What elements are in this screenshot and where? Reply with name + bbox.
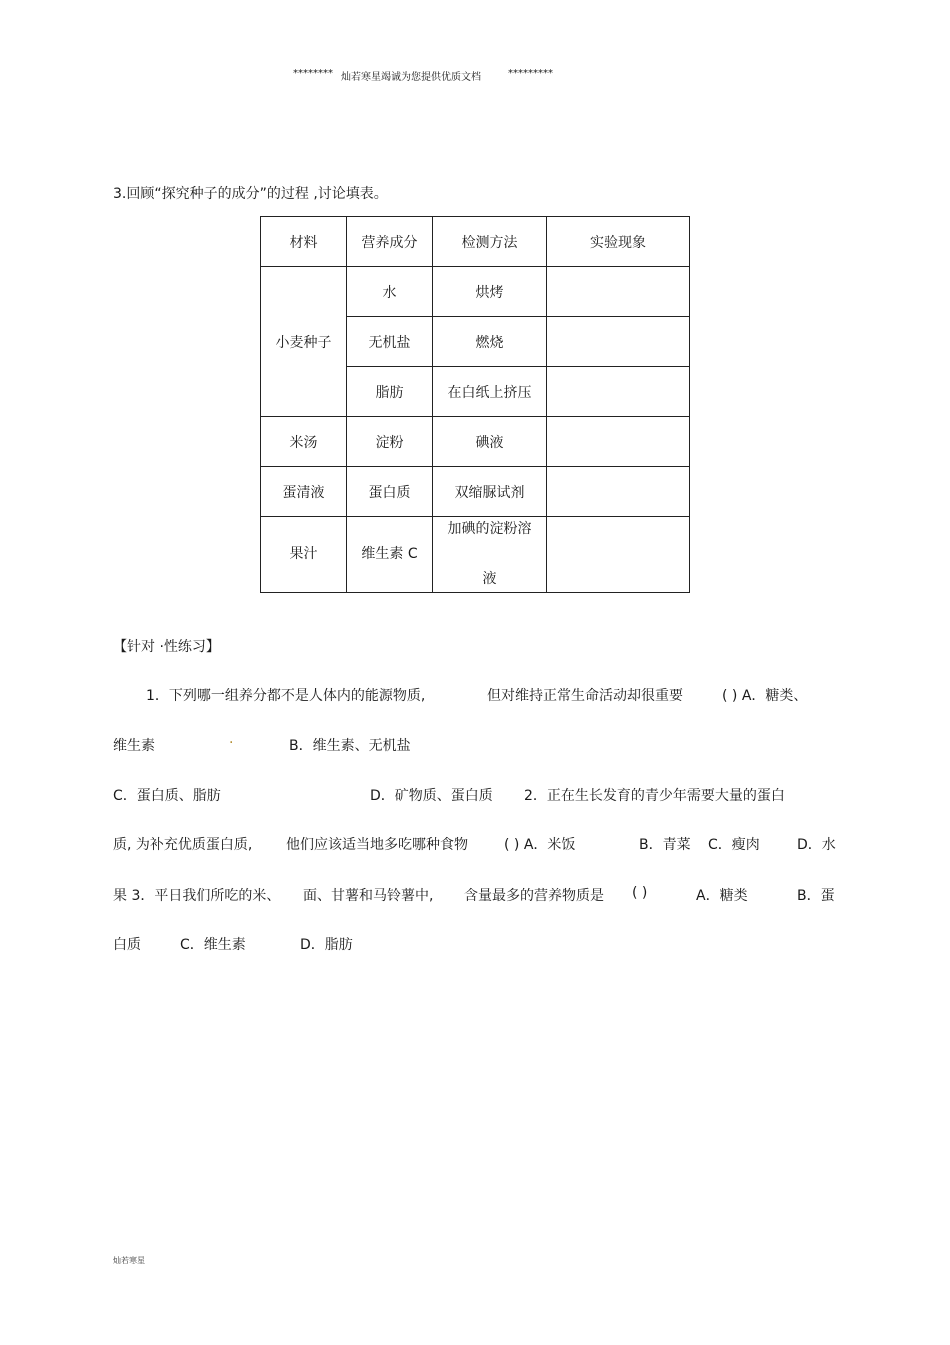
question-2-text: 他们应该适当地多吃哪种食物: [286, 837, 468, 853]
table-row: [261, 267, 690, 317]
header-cell: 实验现象: [547, 217, 690, 267]
result-cell[interactable]: [547, 317, 690, 367]
table-row: [261, 417, 690, 467]
result-cell[interactable]: [547, 367, 690, 417]
answer-bracket: ( ): [632, 885, 648, 901]
method-cell: 燃烧: [433, 317, 547, 367]
question-1-option-b: B．维生素、无机盐: [289, 738, 411, 754]
method-line: 液: [482, 571, 497, 587]
question-3-option-a: A．糖类: [696, 888, 748, 904]
nutrient-cell: 水: [347, 267, 433, 317]
seed-composition-table: [260, 216, 690, 593]
nutrient-cell: 维生素 C: [347, 517, 433, 593]
question-3-option-b: 白质: [113, 937, 141, 953]
method-line: 加碘的淀粉溶: [447, 521, 532, 537]
method-cell: 烘烤: [433, 267, 547, 317]
header-text: 灿若寒星竭诚为您提供优质文档: [341, 72, 481, 83]
material-cell: 小麦种子: [261, 267, 347, 417]
question-3-text: 含量最多的营养物质是: [464, 888, 604, 904]
material-cell: 蛋清液: [261, 467, 347, 517]
method-cell: 在白纸上挤压: [433, 367, 547, 417]
question-2-text: 2．正在生长发育的青少年需要大量的蛋白: [524, 788, 785, 804]
practice-title: 【针对 ·性练习】: [113, 639, 220, 655]
question-2-option-a: ( ) A．米饭: [504, 837, 576, 853]
material-cell: 米汤: [261, 417, 347, 467]
question-3-option-d: D．脂肪: [300, 937, 353, 953]
question-1-option-a: ( ) A．糖类、: [722, 688, 808, 704]
result-cell[interactable]: [547, 517, 690, 593]
result-cell[interactable]: [547, 417, 690, 467]
page-footer: 灿若寒星: [113, 1256, 145, 1265]
question-1-option-d: D．矿物质、蛋白质: [370, 788, 493, 804]
question-1-text: 维生素: [113, 738, 155, 754]
question-2-option-b: B．青菜: [639, 837, 691, 853]
nutrient-cell: 蛋白质: [347, 467, 433, 517]
table-header-row: [261, 217, 690, 267]
header-cell: 检测方法: [433, 217, 547, 267]
nutrient-cell: 无机盐: [347, 317, 433, 367]
result-cell[interactable]: [547, 467, 690, 517]
header-cell: 材料: [261, 217, 347, 267]
method-cell: [433, 517, 547, 593]
question-2-option-c: C．瘦肉: [708, 837, 760, 853]
question-3: 3.回顾“探究种子的成分”的过程 ,讨论填表。: [113, 186, 388, 202]
question-1-text: 但对维持正常生命活动却很重要: [487, 688, 683, 704]
question-2-text: 质, 为补充优质蛋白质,: [113, 837, 253, 853]
question-2-option-d: D．水: [797, 837, 836, 853]
question-1-option-c: C．蛋白质、脂肪: [113, 788, 221, 804]
question-3-option-c: C．维生素: [180, 937, 246, 953]
table-row: [261, 517, 690, 593]
header-stars-left: ********: [293, 68, 333, 79]
result-cell[interactable]: [547, 267, 690, 317]
material-cell: 果汁: [261, 517, 347, 593]
table-row: [261, 467, 690, 517]
nutrient-cell: 脂肪: [347, 367, 433, 417]
header-stars-right: *********: [508, 68, 553, 79]
method-cell: 碘液: [433, 417, 547, 467]
question-3-text: 面、甘薯和马铃薯中,: [303, 888, 434, 904]
question-3-option-b: B．蛋: [797, 888, 835, 904]
question-3-text: 果 3．平日我们所吃的米、: [113, 888, 281, 904]
header-cell: 营养成分: [347, 217, 433, 267]
method-cell: 双缩脲试剂: [433, 467, 547, 517]
question-1-text: 1．下列哪一组养分都不是人体内的能源物质,: [146, 688, 426, 704]
dot-mark: ·: [229, 735, 234, 751]
nutrient-cell: 淀粉: [347, 417, 433, 467]
